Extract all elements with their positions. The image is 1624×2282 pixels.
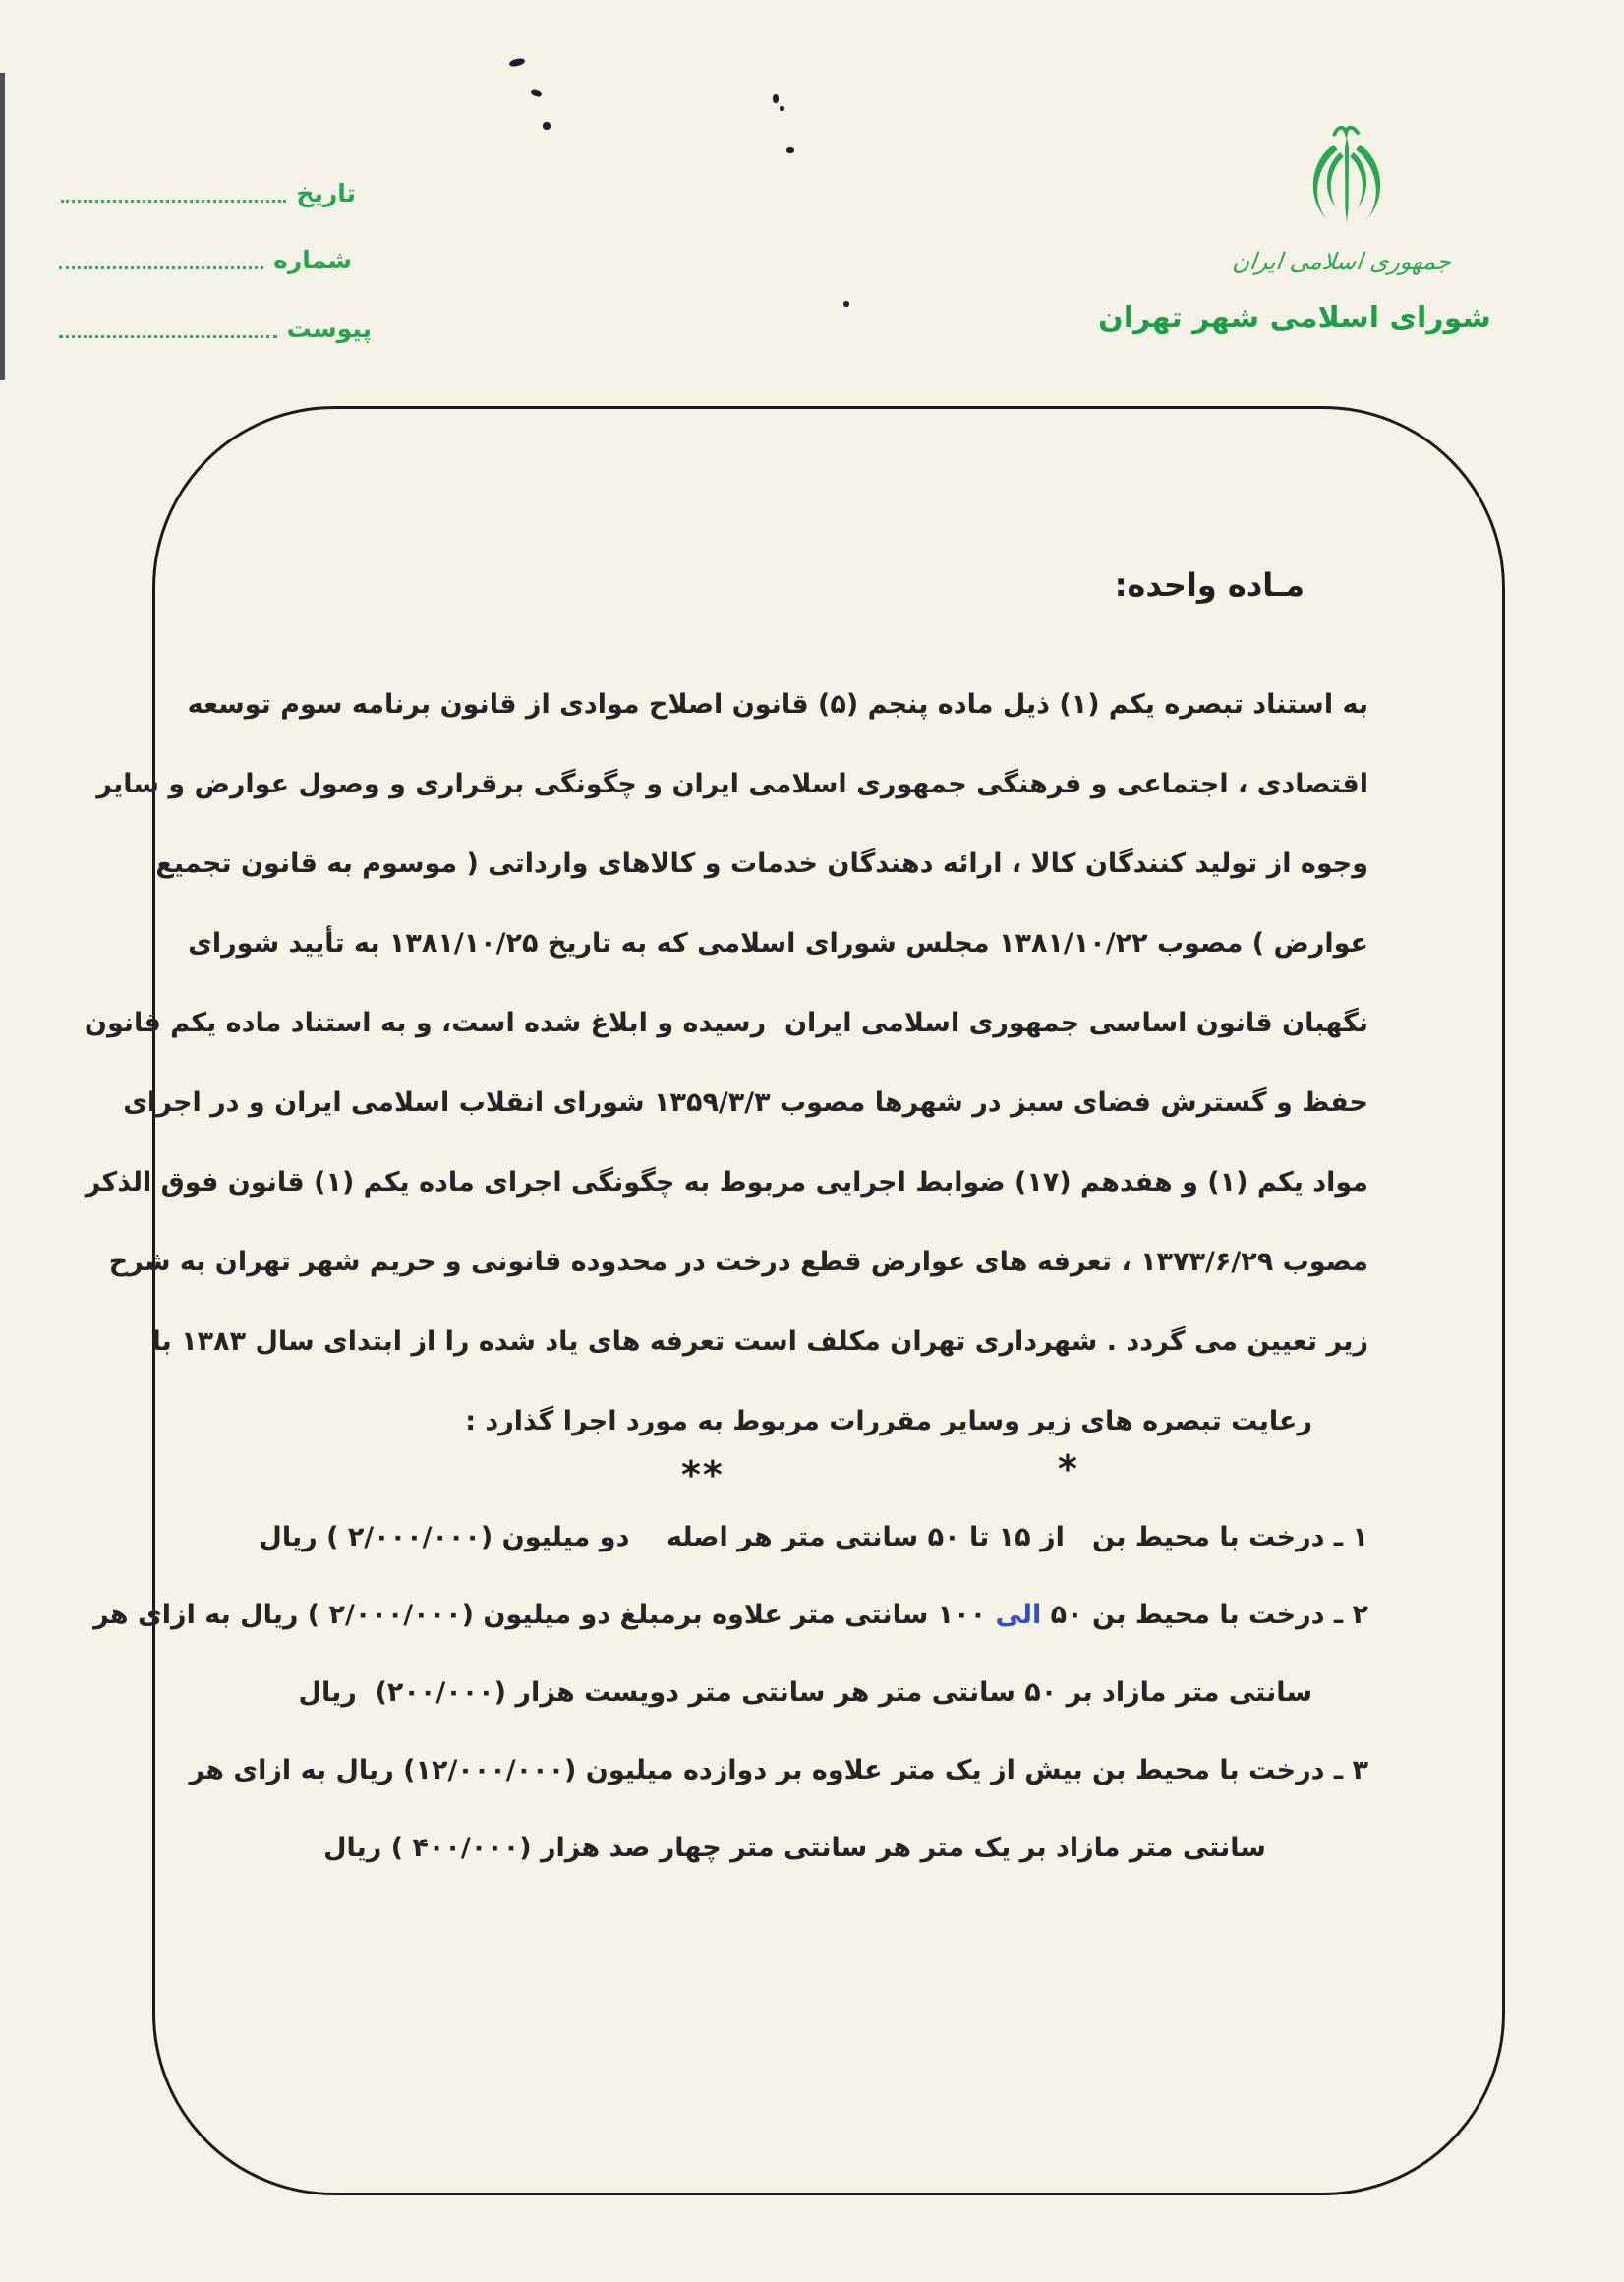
scan-speck <box>773 94 779 103</box>
org-name: شورای اسلامی شهر تهران <box>1098 301 1491 335</box>
footnote-mark-single-asterisk: * <box>1058 1447 1079 1491</box>
date-label: تاریخ <box>296 179 356 207</box>
paragraph-line: مواد یکم (۱) و هفدهم (۱۷) ضوابط اجرایی مربوط به چگونگی اجرای ماده یکم (۱) قانون فوق الذکر <box>85 1167 1368 1198</box>
emblem-caption: جمهوری اسلامی ایران <box>1231 248 1453 275</box>
scan-speck <box>530 88 542 97</box>
attachment-label: پیوست <box>286 315 372 343</box>
paragraph-line: اقتصادی ، اجتماعی و فرهنگی جمهوری اسلامی ایران و چگونگی برقراری و وصول عوارض و سایر <box>96 769 1368 799</box>
paragraph-line: زیر تعیین می گردد . شهرداری تهران مکلف است تعرفه های یاد شده را از ابتدای سال ۱۳۸۳ با <box>151 1326 1368 1357</box>
paragraph-line: وجوه از تولید کنندگان کالا ، ارائه دهندگان خدمات و کالاهای وارداتی ( موسوم به قانون تجمیع <box>155 848 1368 879</box>
date-fill-line <box>61 196 286 203</box>
scan-speck <box>543 122 551 130</box>
article-paragraph <box>84 665 1368 1461</box>
scan-speck <box>780 106 784 111</box>
tariff-item-2 <box>93 1576 1368 1654</box>
iran-coat-of-arms-icon <box>1278 120 1416 250</box>
tariff-item-3-continuation: سانتی متر مازاد بر یک متر هر سانتی متر چهار صد هزار (۴۰۰/۰۰۰ ) ریال <box>323 1833 1266 1863</box>
handwritten-correction: الی <box>995 1600 1042 1630</box>
article-heading: مـاده واحده: <box>1114 566 1305 604</box>
number-fill-line <box>59 263 263 269</box>
number-label: شماره <box>273 246 352 274</box>
tariff-items <box>93 1498 1368 1887</box>
paragraph-line: حفظ و گسترش فضای سبز در شهرها مصوب ۱۳۵۹/۳/۳ شورای انقلاب اسلامی ایران و در اجرای <box>123 1087 1368 1118</box>
paragraph-line: رعایت تبصره های زیر وسایر مقررات مربوط به مورد اجرا گذارد : <box>465 1406 1312 1436</box>
scan-speck <box>508 57 525 68</box>
footnote-mark-double-asterisk: ** <box>681 1453 725 1496</box>
tariff-item-2-text: ۱۰۰ سانتی متر علاوه برمبلغ دو میلیون (۲/۰۰۰/۰۰۰ ) ریال به ازای هر <box>93 1600 987 1630</box>
paragraph-line: به استناد تبصره یکم (۱) ذیل ماده پنجم (۵) قانون اصلاح موادی از قانون برنامه سوم توسعه <box>187 689 1368 720</box>
paragraph-line: مصوب ۱۳۷۳/۶/۲۹ ، تعرفه های عوارض قطع درخت در محدوده قانونی و حریم شهر تهران به شرح <box>108 1247 1368 1277</box>
paragraph-line: عوارض ) مصوب ۱۳۸۱/۱۰/۲۲ مجلس شورای اسلامی که به تاریخ ۱۳۸۱/۱۰/۲۵ به تأیید شورای <box>188 928 1368 959</box>
scan-edge-artifact <box>0 73 5 380</box>
tariff-item-1: ۱ ـ درخت با محیط بن از ۱۵ تا ۵۰ سانتی متر هر اصله دو میلیون (۲/۰۰۰/۰۰۰ ) ریال <box>259 1522 1368 1552</box>
attachment-row <box>59 317 372 341</box>
attachment-fill-line <box>59 331 277 338</box>
scan-speck <box>786 147 794 153</box>
date-row <box>61 181 356 205</box>
number-row <box>59 248 352 272</box>
scan-speck <box>843 301 849 307</box>
paragraph-line: نگهبان قانون اساسی جمهوری اسلامی ایران رسیده و ابلاغ شده است، و به استناد ماده یکم قانون <box>84 1008 1368 1038</box>
tariff-item-2-continuation: سانتی متر مازاد بر ۵۰ سانتی متر هر سانتی متر دویست هزار (۲۰۰/۰۰۰) ریال <box>298 1677 1312 1708</box>
tariff-item-2-text: ۲ ـ درخت با محیط بن ۵۰ <box>1050 1600 1368 1630</box>
tariff-item-3: ۳ ـ درخت با محیط بن بیش از یک متر علاوه بر دوازده میلیون (۱۲/۰۰۰/۰۰۰) ریال به ازای هر <box>189 1755 1368 1785</box>
